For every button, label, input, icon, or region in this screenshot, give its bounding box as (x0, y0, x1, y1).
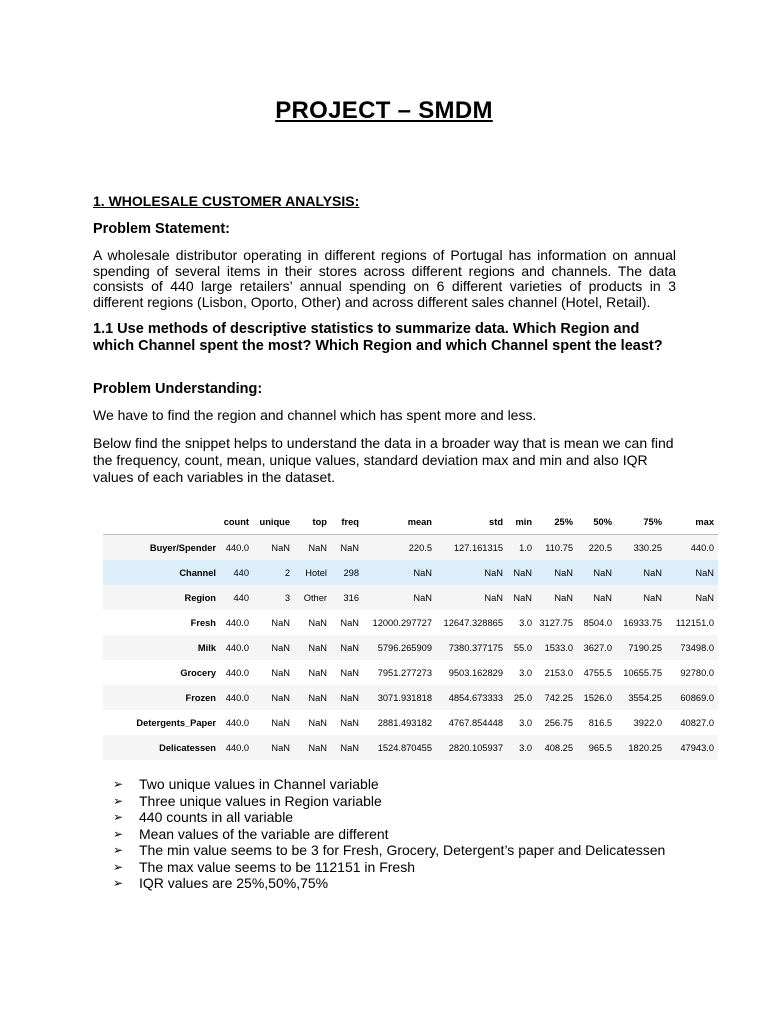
table-cell: 298 (331, 560, 363, 585)
table-cell: 2153.0 (544, 667, 573, 678)
table-cell: 2 (253, 560, 294, 585)
list-item (113, 859, 665, 876)
row-label: Buyer/Spender (103, 535, 220, 561)
table-header: min (507, 510, 536, 535)
table-cell: 47943.0 (666, 735, 718, 760)
table-cell: NaN (666, 585, 718, 610)
table-cell: Hotel (294, 560, 331, 585)
table-cell: NaN (253, 685, 294, 710)
table-cell: 110.75 (536, 535, 577, 561)
table-cell: NaN (666, 560, 718, 585)
arrow-bullet-icon: ➢ (113, 843, 124, 857)
table-row (103, 535, 718, 561)
table-cell: 12000.297727 (372, 617, 432, 628)
table-header: 25% (536, 510, 577, 535)
table-cell: NaN (340, 667, 359, 678)
arrow-bullet-icon: ➢ (113, 826, 124, 841)
table-row (103, 685, 718, 710)
table-cell: 7190.25 (616, 635, 666, 660)
table-cell: 440 (220, 585, 253, 610)
table-cell: 3.0 (519, 617, 532, 628)
table-cell: 3 (253, 585, 294, 610)
descriptive-stats-table (103, 510, 718, 760)
table-cell: 127.161315 (436, 535, 507, 561)
table-header: mean (363, 510, 436, 535)
list-item-text: Two unique values in Channel variable (139, 776, 379, 792)
problem-understanding-heading: Problem Understanding: (93, 381, 263, 397)
table-row (103, 735, 718, 760)
page-title: PROJECT – SMDM (275, 97, 493, 124)
table-cell: NaN (331, 535, 363, 561)
table-cell: 440 (220, 560, 253, 585)
table-cell: 10655.75 (623, 667, 662, 678)
table-cell: 3071.931818 (363, 685, 436, 710)
row-label: Region (103, 585, 220, 610)
table-header: 75% (616, 510, 666, 535)
table-cell: 1533.0 (536, 635, 577, 660)
table-cell: NaN (616, 585, 666, 610)
arrow-bullet-icon: ➢ (113, 876, 124, 890)
list-item (113, 809, 665, 826)
table-header: freq (331, 510, 363, 535)
section-heading: 1. WHOLESALE CUSTOMER ANALYSIS: (93, 193, 360, 209)
table-cell: NaN (271, 717, 290, 728)
problem-statement-heading: Problem Statement: (93, 221, 230, 237)
table-cell: 440.0 (220, 635, 253, 660)
table-cell: 1.0 (507, 535, 536, 561)
table-cell: NaN (331, 685, 363, 710)
table-cell: 7380.377175 (436, 635, 507, 660)
table-cell: 440.0 (220, 535, 253, 561)
table-cell: 3922.0 (633, 717, 662, 728)
table-cell: NaN (253, 735, 294, 760)
list-item (113, 826, 665, 843)
table-cell: NaN (507, 560, 536, 585)
table-header: max (666, 510, 718, 535)
table-header-row (103, 510, 718, 535)
table-cell: 408.25 (536, 735, 577, 760)
list-item-text: 440 counts in all variable (139, 809, 294, 825)
table-row (103, 635, 718, 660)
table-cell: 742.25 (536, 685, 577, 710)
understanding-text-1: We have to find the region and channel which has spent more and less. (93, 407, 537, 423)
table-cell: 2881.493182 (377, 717, 432, 728)
table-cell: 3.0 (519, 717, 532, 728)
table-cell: 12647.328865 (443, 617, 503, 628)
table-row (103, 560, 718, 585)
table-cell: 1820.25 (616, 735, 666, 760)
findings-list (113, 776, 665, 892)
table-cell: 440.0 (666, 535, 718, 561)
table-cell: NaN (271, 617, 290, 628)
table-cell: 112151.0 (675, 617, 714, 628)
row-label: Frozen (103, 685, 220, 710)
table-cell: NaN (271, 667, 290, 678)
table-header (103, 510, 220, 535)
table-cell: 1526.0 (577, 685, 616, 710)
table-cell: NaN (331, 735, 363, 760)
table-cell: 2820.105937 (436, 735, 507, 760)
table-cell: NaN (308, 617, 327, 628)
table-cell: NaN (536, 585, 577, 610)
table-cell: NaN (436, 560, 507, 585)
table-cell: 8504.0 (583, 617, 612, 628)
table-cell: 3554.25 (616, 685, 666, 710)
arrow-bullet-icon: ➢ (113, 777, 124, 791)
list-item (113, 842, 665, 859)
table-cell: 4854.673333 (436, 685, 507, 710)
question-heading: 1.1 Use methods of descriptive statistics to summarize data. Which Region and which Channel spent the most? Which Region and which Channel spent the least? (93, 321, 663, 354)
table-row (103, 585, 718, 610)
table-cell: NaN (536, 560, 577, 585)
table-cell: 92780.0 (680, 667, 714, 678)
table-cell: NaN (340, 617, 359, 628)
row-label: Delicatessen (103, 735, 220, 760)
row-label: Milk (103, 635, 220, 660)
table-cell: NaN (294, 685, 331, 710)
table-cell: 440.0 (220, 735, 253, 760)
table-header: top (294, 510, 331, 535)
table-cell: 55.0 (507, 635, 536, 660)
table-cell: NaN (616, 560, 666, 585)
table-header: 50% (577, 510, 616, 535)
table-cell: NaN (363, 560, 436, 585)
table-cell: 25.0 (507, 685, 536, 710)
table-cell: 60869.0 (666, 685, 718, 710)
table-cell: 9503.162829 (448, 667, 503, 678)
table-header: std (436, 510, 507, 535)
table-row (103, 660, 718, 685)
table-cell: 40827.0 (680, 717, 714, 728)
table-row (103, 710, 718, 735)
table-cell: 3.0 (519, 667, 532, 678)
table-cell: 3127.75 (539, 617, 573, 628)
list-item-text: The min value seems to be 3 for Fresh, Grocery, Detergent’s paper and Delicatessen (139, 842, 666, 858)
table-cell: 965.5 (577, 735, 616, 760)
table-cell: 440.0 (225, 667, 249, 678)
table-cell: 440.0 (220, 685, 253, 710)
table-cell: 16933.75 (623, 617, 662, 628)
table-cell: Other (294, 585, 331, 610)
table-cell: NaN (294, 735, 331, 760)
table-cell: 316 (331, 585, 363, 610)
table-header: unique (253, 510, 294, 535)
arrow-bullet-icon: ➢ (113, 859, 124, 874)
list-item-text: Mean values of the variable are different (139, 825, 389, 842)
table-cell: 330.25 (616, 535, 666, 561)
table-cell: 3627.0 (577, 635, 616, 660)
table-cell: 7951.277273 (377, 667, 432, 678)
table-cell: 440.0 (225, 617, 249, 628)
table-cell: NaN (308, 667, 327, 678)
table-cell: NaN (507, 585, 536, 610)
table-cell: 256.75 (544, 717, 573, 728)
table-cell: 4755.5 (583, 667, 612, 678)
table-cell: 3.0 (507, 735, 536, 760)
problem-statement-text: A wholesale distributor operating in different regions of Portugal has information on annual spending of several items in their stores across different regions and channels. The data consists of 440 large retailers’ annual spending on 6 different varieties of products in 3 different regions (Lisbon, Oporto, Other) and across different sales channel (Hotel, Retail). (93, 247, 676, 310)
row-label: Grocery (180, 667, 216, 678)
table-cell: NaN (308, 717, 327, 728)
row-label: Fresh (190, 617, 216, 628)
table-cell: 220.5 (577, 535, 616, 561)
list-item (113, 776, 665, 793)
table-cell: 4767.854448 (448, 717, 503, 728)
table-cell: NaN (436, 585, 507, 610)
understanding-text-2: Below find the snippet helps to understand the data in a broader way that is mean we can find the frequency, count, mean, unique values, standard deviation max and min and also IQR values of each variables in the dataset. (93, 435, 674, 485)
table-cell: 5796.265909 (363, 635, 436, 660)
arrow-bullet-icon: ➢ (113, 793, 124, 808)
table-cell: NaN (340, 717, 359, 728)
arrow-bullet-icon: ➢ (113, 810, 124, 824)
table-cell: NaN (331, 635, 363, 660)
table-cell: 220.5 (363, 535, 436, 561)
list-item-text: IQR values are 25%,50%,75% (139, 875, 329, 891)
row-label: Detergents_Paper (136, 717, 216, 728)
table-cell: 816.5 (588, 717, 612, 728)
table-row (103, 610, 718, 635)
table-cell: NaN (363, 585, 436, 610)
table-cell: NaN (577, 585, 616, 610)
list-item (113, 875, 665, 892)
table-cell: NaN (294, 635, 331, 660)
table-cell: NaN (294, 535, 331, 561)
table-cell: NaN (253, 535, 294, 561)
table-header: count (220, 510, 253, 535)
list-item (113, 793, 665, 810)
table-cell: 1524.870455 (363, 735, 436, 760)
list-item-text: Three unique values in Region variable (139, 792, 382, 809)
table-cell: 73498.0 (666, 635, 718, 660)
table-cell: NaN (253, 635, 294, 660)
table-cell: 440.0 (225, 717, 249, 728)
list-item-text: The max value seems to be 112151 in Fresh (139, 858, 416, 875)
row-label: Channel (103, 560, 220, 585)
table-cell: NaN (577, 560, 616, 585)
